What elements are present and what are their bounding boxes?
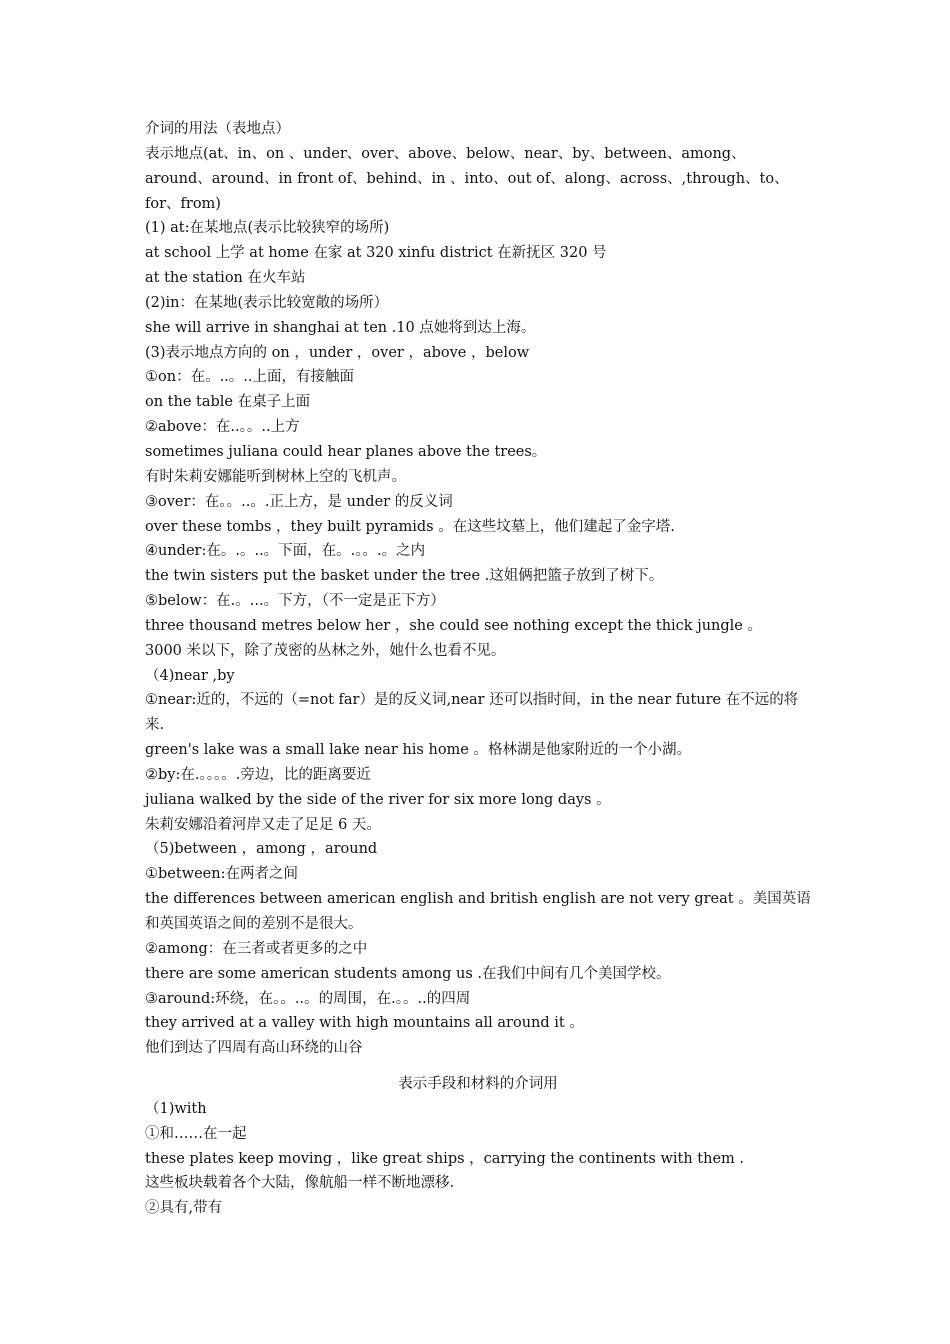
text-line: ①between:在两者之间 bbox=[145, 866, 298, 883]
text-line: 有时朱莉安娜能听到树林上空的飞机声。 bbox=[145, 468, 406, 485]
text-line: ①on：在。..。..上面，有接触面 bbox=[145, 369, 355, 386]
text-line: ③around:环绕，在。。..。的周围，在.。。..的四周 bbox=[145, 990, 471, 1007]
text-line: (2)in：在某地(表示比较宽敞的场所） bbox=[145, 294, 389, 311]
text-line: （5)between ，among ，around bbox=[145, 841, 378, 858]
text-line: ②by:在.。。。。.旁边，比的距离要近 bbox=[145, 766, 371, 783]
document-page bbox=[145, 117, 811, 1221]
text-line: 这些板块载着各个大陆，像航船一样不断地漂移. bbox=[145, 1175, 455, 1192]
section-title: 表示手段和材料的介词用 bbox=[398, 1076, 558, 1093]
text-line: the twin sisters put the basket under the tree .这姐俩把篮子放到了树下。 bbox=[145, 568, 664, 585]
text-line: there are some american students among us .在我们中间有几个美国学校。 bbox=[145, 965, 671, 982]
text-line: at school 上学 at home 在家 at 320 xinfu district 在新抚区 320 号 bbox=[145, 245, 607, 262]
text-line: 表示地点(at、in、on 、under、over、above、below、near、by、between、among、around、around、in front of、behind、in 、into、out of、along、across、,through、to、for、from) bbox=[145, 145, 789, 212]
text-line: these plates keep moving ，like great ships ，carrying the continents with them . bbox=[145, 1150, 745, 1167]
text-line: (3)表示地点方向的 on ，under ，over ，above ，below bbox=[145, 344, 530, 361]
text-line: she will arrive in shanghai at ten .10 点她将到达上海。 bbox=[145, 319, 536, 336]
text-line: the differences between american english and british english are not very great 。美国英语和英国英语之间的差别不是很大。 bbox=[145, 891, 811, 932]
text-line: (1) at:在某地点(表示比较狭窄的场所) bbox=[145, 220, 390, 237]
text-line: at the station 在火车站 bbox=[145, 270, 306, 287]
section-locative-prepositions bbox=[145, 117, 811, 1061]
text-line: three thousand metres below her ，she could see nothing except the thick jungle 。 bbox=[145, 617, 762, 634]
text-line: ⑤below：在.。...。下方，（不一定是正下方） bbox=[145, 593, 445, 610]
text-line: ②具有,带有 bbox=[145, 1200, 223, 1217]
text-line: （4)near ,by bbox=[145, 667, 235, 684]
text-line: ③over：在。。..。.正上方，是 under 的反义词 bbox=[145, 493, 453, 510]
text-line: （1)with bbox=[145, 1100, 207, 1117]
text-line: ①和……在一起 bbox=[145, 1125, 247, 1142]
text-line: ②above：在..。。..上方 bbox=[145, 419, 300, 436]
text-line: 他们到达了四周有高山环绕的山谷 bbox=[145, 1040, 363, 1057]
text-line: 介词的用法（表地点） bbox=[145, 121, 290, 137]
text-line: ①near:近的，不远的（=not far）是的反义词,near 还可以指时间，in the near future 在不远的将来. bbox=[145, 692, 799, 734]
text-line: on the table 在桌子上面 bbox=[145, 394, 311, 411]
text-line: juliana walked by the side of the river for six more long days 。 bbox=[145, 791, 611, 808]
text-line: 朱莉安娜沿着河岸又走了足足 6 天。 bbox=[145, 816, 381, 833]
text-line: they arrived at a valley with high mountains all around it 。 bbox=[145, 1015, 584, 1032]
text-line: sometimes juliana could hear planes above the trees。 bbox=[145, 443, 547, 460]
text-line: 3000 米以下，除了茂密的丛林之外，她什么也看不见。 bbox=[145, 642, 506, 659]
section-means-prepositions bbox=[145, 1097, 811, 1221]
text-line: ④under:在。.。..。下面，在。.。。.。之内 bbox=[145, 543, 426, 560]
text-line: ②among：在三者或者更多的之中 bbox=[145, 940, 368, 957]
text-line: green's lake was a small lake near his home 。格林湖是他家附近的一个小湖。 bbox=[145, 742, 691, 759]
text-line: over these tombs ，they built pyramids 。在这些坟墓上，他们建起了金字塔. bbox=[145, 518, 675, 535]
